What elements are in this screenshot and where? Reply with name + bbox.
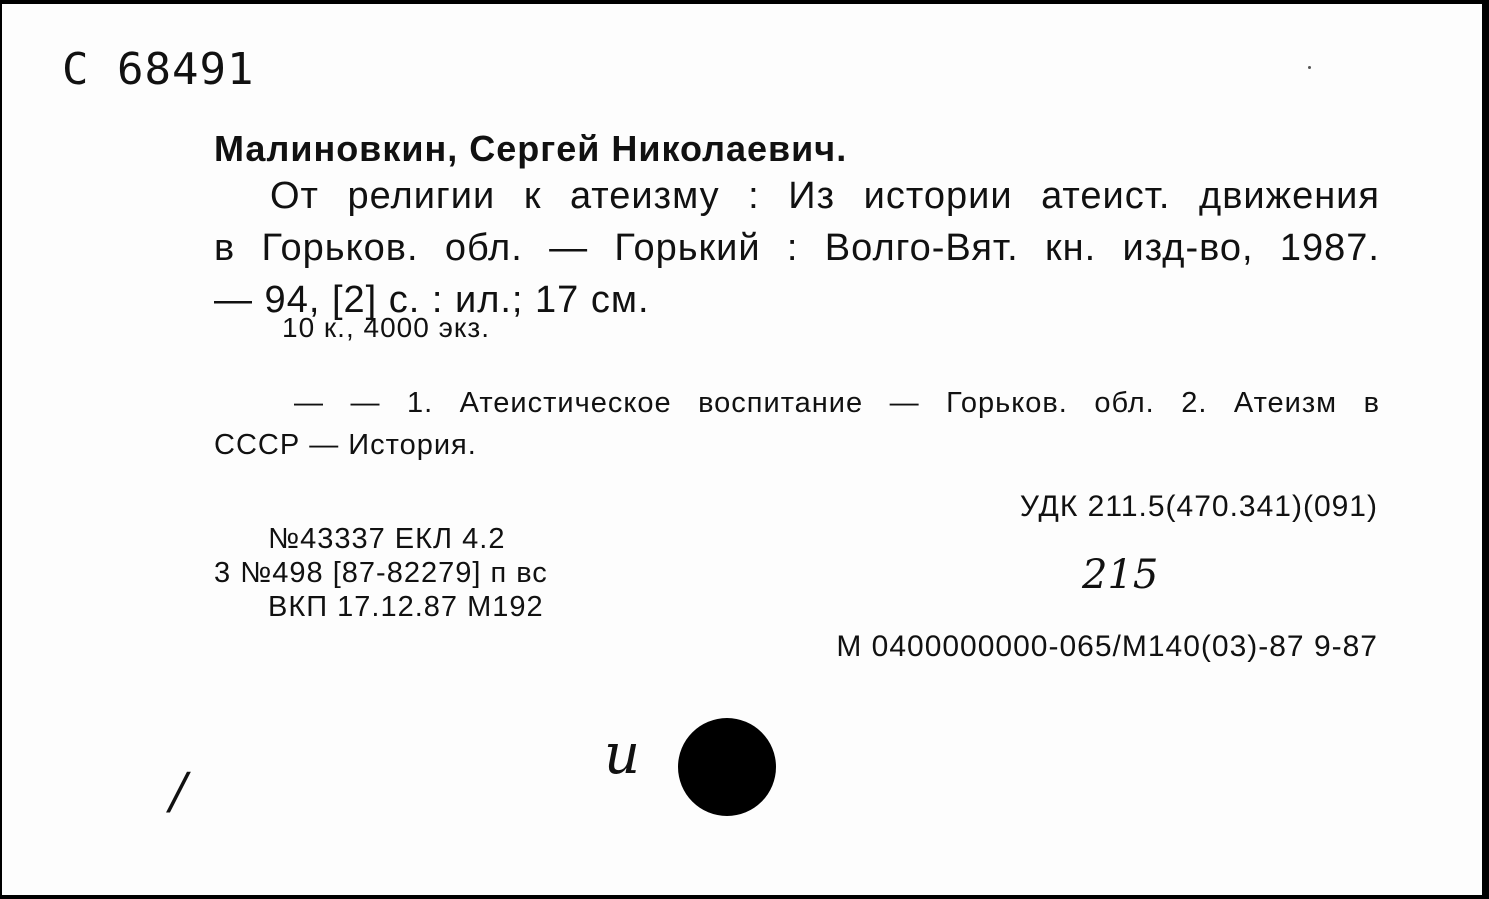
title-line-3: — 94, [2] с. : ил.; 17 см. bbox=[214, 279, 650, 321]
handwritten-slash: / bbox=[170, 762, 187, 820]
accession-line-3: ВКП 17.12.87 М192 bbox=[268, 591, 544, 623]
price-and-print-run: 10 к., 4000 экз. bbox=[282, 312, 491, 343]
author-heading: Малиновкин, Сергей Николаевич. bbox=[214, 128, 848, 169]
title-line-1: От религии к атеизму : Из истории атеист. движения bbox=[270, 175, 1380, 217]
call-number: С 68491 bbox=[62, 44, 255, 95]
subject-headings bbox=[214, 382, 1380, 466]
subject-line-2: СССР — История. bbox=[214, 429, 477, 461]
title-description bbox=[214, 170, 1380, 326]
handwritten-letter: и bbox=[604, 722, 641, 787]
catalog-card bbox=[2, 4, 1482, 895]
handwritten-mark: 215 bbox=[1082, 552, 1159, 598]
accession-line-1: №43337 ЕКЛ 4.2 bbox=[268, 523, 506, 555]
udk-classification: УДК 211.5(470.341)(091) bbox=[1019, 490, 1378, 523]
title-line-2: в Горьков. обл. — Горький : Волго-Вят. кн. изд-во, 1987. bbox=[214, 227, 1380, 269]
punch-hole bbox=[678, 718, 776, 816]
accession-info bbox=[214, 522, 548, 624]
accession-line-2: 3 №498 [87-82279] п вс bbox=[214, 557, 548, 589]
publisher-code: М 0400000000-065/М140(03)-87 9-87 bbox=[836, 630, 1378, 663]
subject-line-1: — — 1. Атеистическое воспитание — Горьков. обл. 2. Атеизм в bbox=[294, 387, 1380, 419]
ink-speck bbox=[1308, 66, 1311, 69]
